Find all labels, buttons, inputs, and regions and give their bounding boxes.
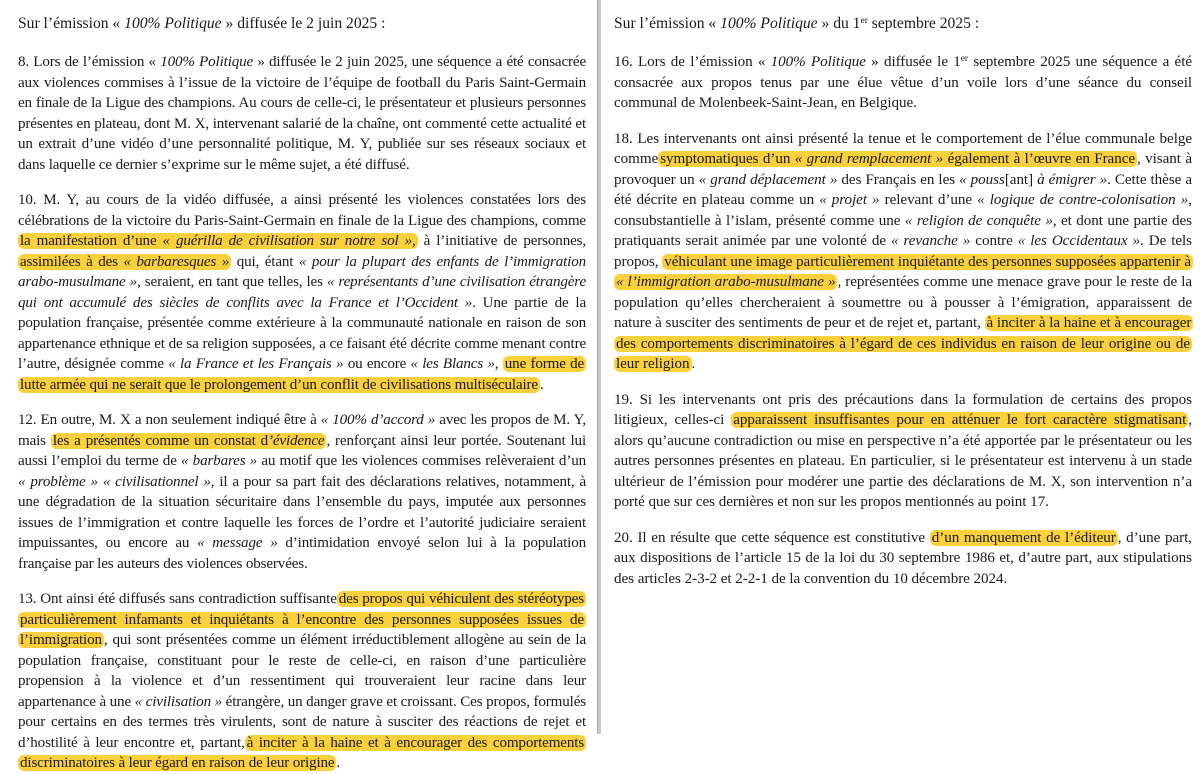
paragraph-20: 20. Il en résulte que cette séquence est constitutive d’un manquement de l’éditeur , d’une part, aux dispositions de l’article 15 de la loi du 30 septembre 1986 et, d’autre part, aux stipulations des articles 2-3-2 et 2-2-1 de la convention du 10 décembre 2024. xyxy=(614,529,1193,587)
paragraph-19: 19. Si les intervenants ont pris des précautions dans la formulation de certains des propos litigieux, celles-ci apparaissent insuffisantes pour en atténuer le fort caractère stigmatisant , alors qu’aucune contradiction ou mise en perspective n’a été apportée par le présentateur ou les autres personnes présentes en plateau. En particulier, si le présentateur est intervenu à un stade ultérieur de l’émission pour modérer une partie des déclarations de M. X, son intervention n’a porté que sur ces dernières et non sur les propos mentionnés au point 17. xyxy=(614,391,1192,510)
highlight: à inciter à la haine et à encourager des comportements discriminatoires à leur égard en raison de leur origine xyxy=(20,734,584,771)
left-column xyxy=(0,0,596,771)
paragraph-10: 10. M. Y, au cours de la vidéo diffusée, a ainsi présenté les violences constatées lors des célébrations de la victoire du Paris-Saint-Germain en finale de la Ligue des champions, comme la manifestation d’une « guérilla de civilisation sur notre sol », à l’initiative de personnes, assimilées à des « barbaresques » qui, étant « pour la plupart des enfants de l’immigration arabo-musulmane », seraient, en tant que telles, les « représentants d’une civilisation étrangère qui ont accumulé des siècles de conflits avec la France et l’Occident ». Une partie de la population française, présentée comme extérieure à la communauté nationale en raison de son appartenance ethnique et de sa religion supposées, a ce faisant été décrite comme menant contre l’autre, désignée comme « la France et les Français » ou encore « les Blancs », une forme de lutte armée qui ne serait que le prolongement d’un conflit de civilisations multiséculaire . xyxy=(18,192,587,393)
highlight: apparaissent insuffisantes pour en atténuer le fort caractère stigmatisant xyxy=(733,412,1187,428)
highlight: la manifestation d’une « guérilla de civilisation sur notre sol », xyxy=(20,233,416,249)
highlight: symptomatiques d’un « grand remplacement » également à l’œuvre en France xyxy=(660,151,1136,167)
highlight: assimilées à des « barbaresques » xyxy=(20,253,230,270)
left-heading: Sur l’émission « 100% Politique » diffusée le 2 juin 2025 : xyxy=(18,15,386,32)
paragraph-13: 13. Ont ainsi été diffusés sans contradiction suffisante des propos qui véhiculent des stéréotypes particulièrement infamants et inquiétants à l’encontre des personnes supposées issues de l’immigration , qui sont présentées comme un élément irréductiblement allogène au sein de la population française, constituant pour le reste de celle-ci, en raison d’une particulière propension à la violence et d’un ressentiment qui trouveraient leur racine dans leur appartenance à une « civilisation » étrangère, un danger grave et croissant. Ces propos, formulés pour certains en des termes très virulents, sont de nature à susciter des réactions de rejet et d’hostilité à leur encontre et, partant, à inciter à la haine et à encourager des comportements discriminatoires à leur égard en raison de leur origine . xyxy=(18,591,586,771)
paragraph-12: 12. En outre, M. X a non seulement indiqué être à « 100% d’accord » avec les propos de M. Y, mais les a présentés comme un constat d’évidence , renforçant ainsi leur portée. Soutenant lui aussi l’emploi du terme de « barbares » au motif que les violences commises relèveraient d’un « problème » « civilisationnel », il a pour sa part fait des déclarations relatives, notamment, à une dégradation de la situation sécuritaire dans l’ensemble du pays, imputée aux personnes issues de l’immigration et contre laquelle les forces de l’ordre et l’autorité judiciaire seraient impuissantes, ou encore au « message » d’intimidation envoyé selon lui à la population française par les auteurs des violences observées. xyxy=(18,412,586,572)
paragraph-16: 16. Lors de l’émission « 100% Politique » diffusée le 1er septembre 2025 une séquence a été consacrée aux propos tenus par une élue vêtue d’un voile lors d’une séance du conseil communal de Molenbeek-Saint-Jean, en Belgique. xyxy=(614,54,1192,111)
highlight: véhiculant une image particulièrement inquiétante des personnes supposées appartenir à « l’immigration arabo-musulmane » xyxy=(616,253,1191,290)
highlight: une forme de lutte armée qui ne serait que le prolongement d’un conflit de civilisations multiséculaire xyxy=(20,356,585,393)
column-divider xyxy=(597,0,601,734)
highlight: à inciter à la haine et à encourager des comportements discriminatoires à l’égard de ces individus en raison de leur origine ou de leur religion xyxy=(616,315,1192,372)
paragraph-18: 18. Les intervenants ont ainsi présenté la tenue et le comportement de l’élue communale belge comme symptomatiques d’un « grand remplacement » également à l’œuvre en France , visant à provoquer un « grand déplacement » des Français en les « pouss[ant] à émigrer ». Cette thèse a été décrite en plateau comme un « projet » relevant d’une « logique de contre-colonisation », consubstantielle à l’islam, présenté comme une « religion de conquête », et dont une partie des pratiquants serait animée par une volonté de « revanche » contre « les Occidentaux ». De tels propos, véhiculant une image particulièrement inquiétante des personnes supposées appartenir à « l’immigration arabo-musulmane » , représentées comme une menace grave pour le reste de la population qu’elles chercheraient à soumettre ou à pousser à l’émigration, apparaissent de nature à susciter des sentiments de peur et de rejet et, partant, à inciter à la haine et à encourager des comportements discriminatoires à l’égard de ces individus en raison de leur origine ou de leur religion . xyxy=(614,130,1193,372)
highlight: d’un manquement de l’éditeur xyxy=(931,529,1116,546)
right-column xyxy=(602,0,1200,734)
highlight: des propos qui véhiculent des stéréotypes particulièrement infamants et inquiétants à l’encontre des personnes supposées issues de l’immigration xyxy=(20,591,584,648)
paragraph-8: 8. Lors de l’émission « 100% Politique » diffusée le 2 juin 2025, une séquence a été consacrée aux violences commises à l’issue de la victoire de l’équipe de football du Paris Saint-Germain en finale de la Ligue des champions. Au cours de celle-ci, le présentateur et plusieurs personnes présentes en plateau, dont M. X, intervenant salarié de la chaîne, ont commenté cette actualité et un extrait d’une vidéo d’une personnalité politique, M. Y, publiée sur ses réseaux sociaux et dans laquelle ce dernier s’exprime sur le même sujet, a été diffusé. xyxy=(18,54,586,173)
highlight: les a présentés comme un constat d’évidence xyxy=(52,432,325,449)
right-heading: Sur l’émission « 100% Politique » du 1er septembre 2025 : xyxy=(614,15,980,32)
